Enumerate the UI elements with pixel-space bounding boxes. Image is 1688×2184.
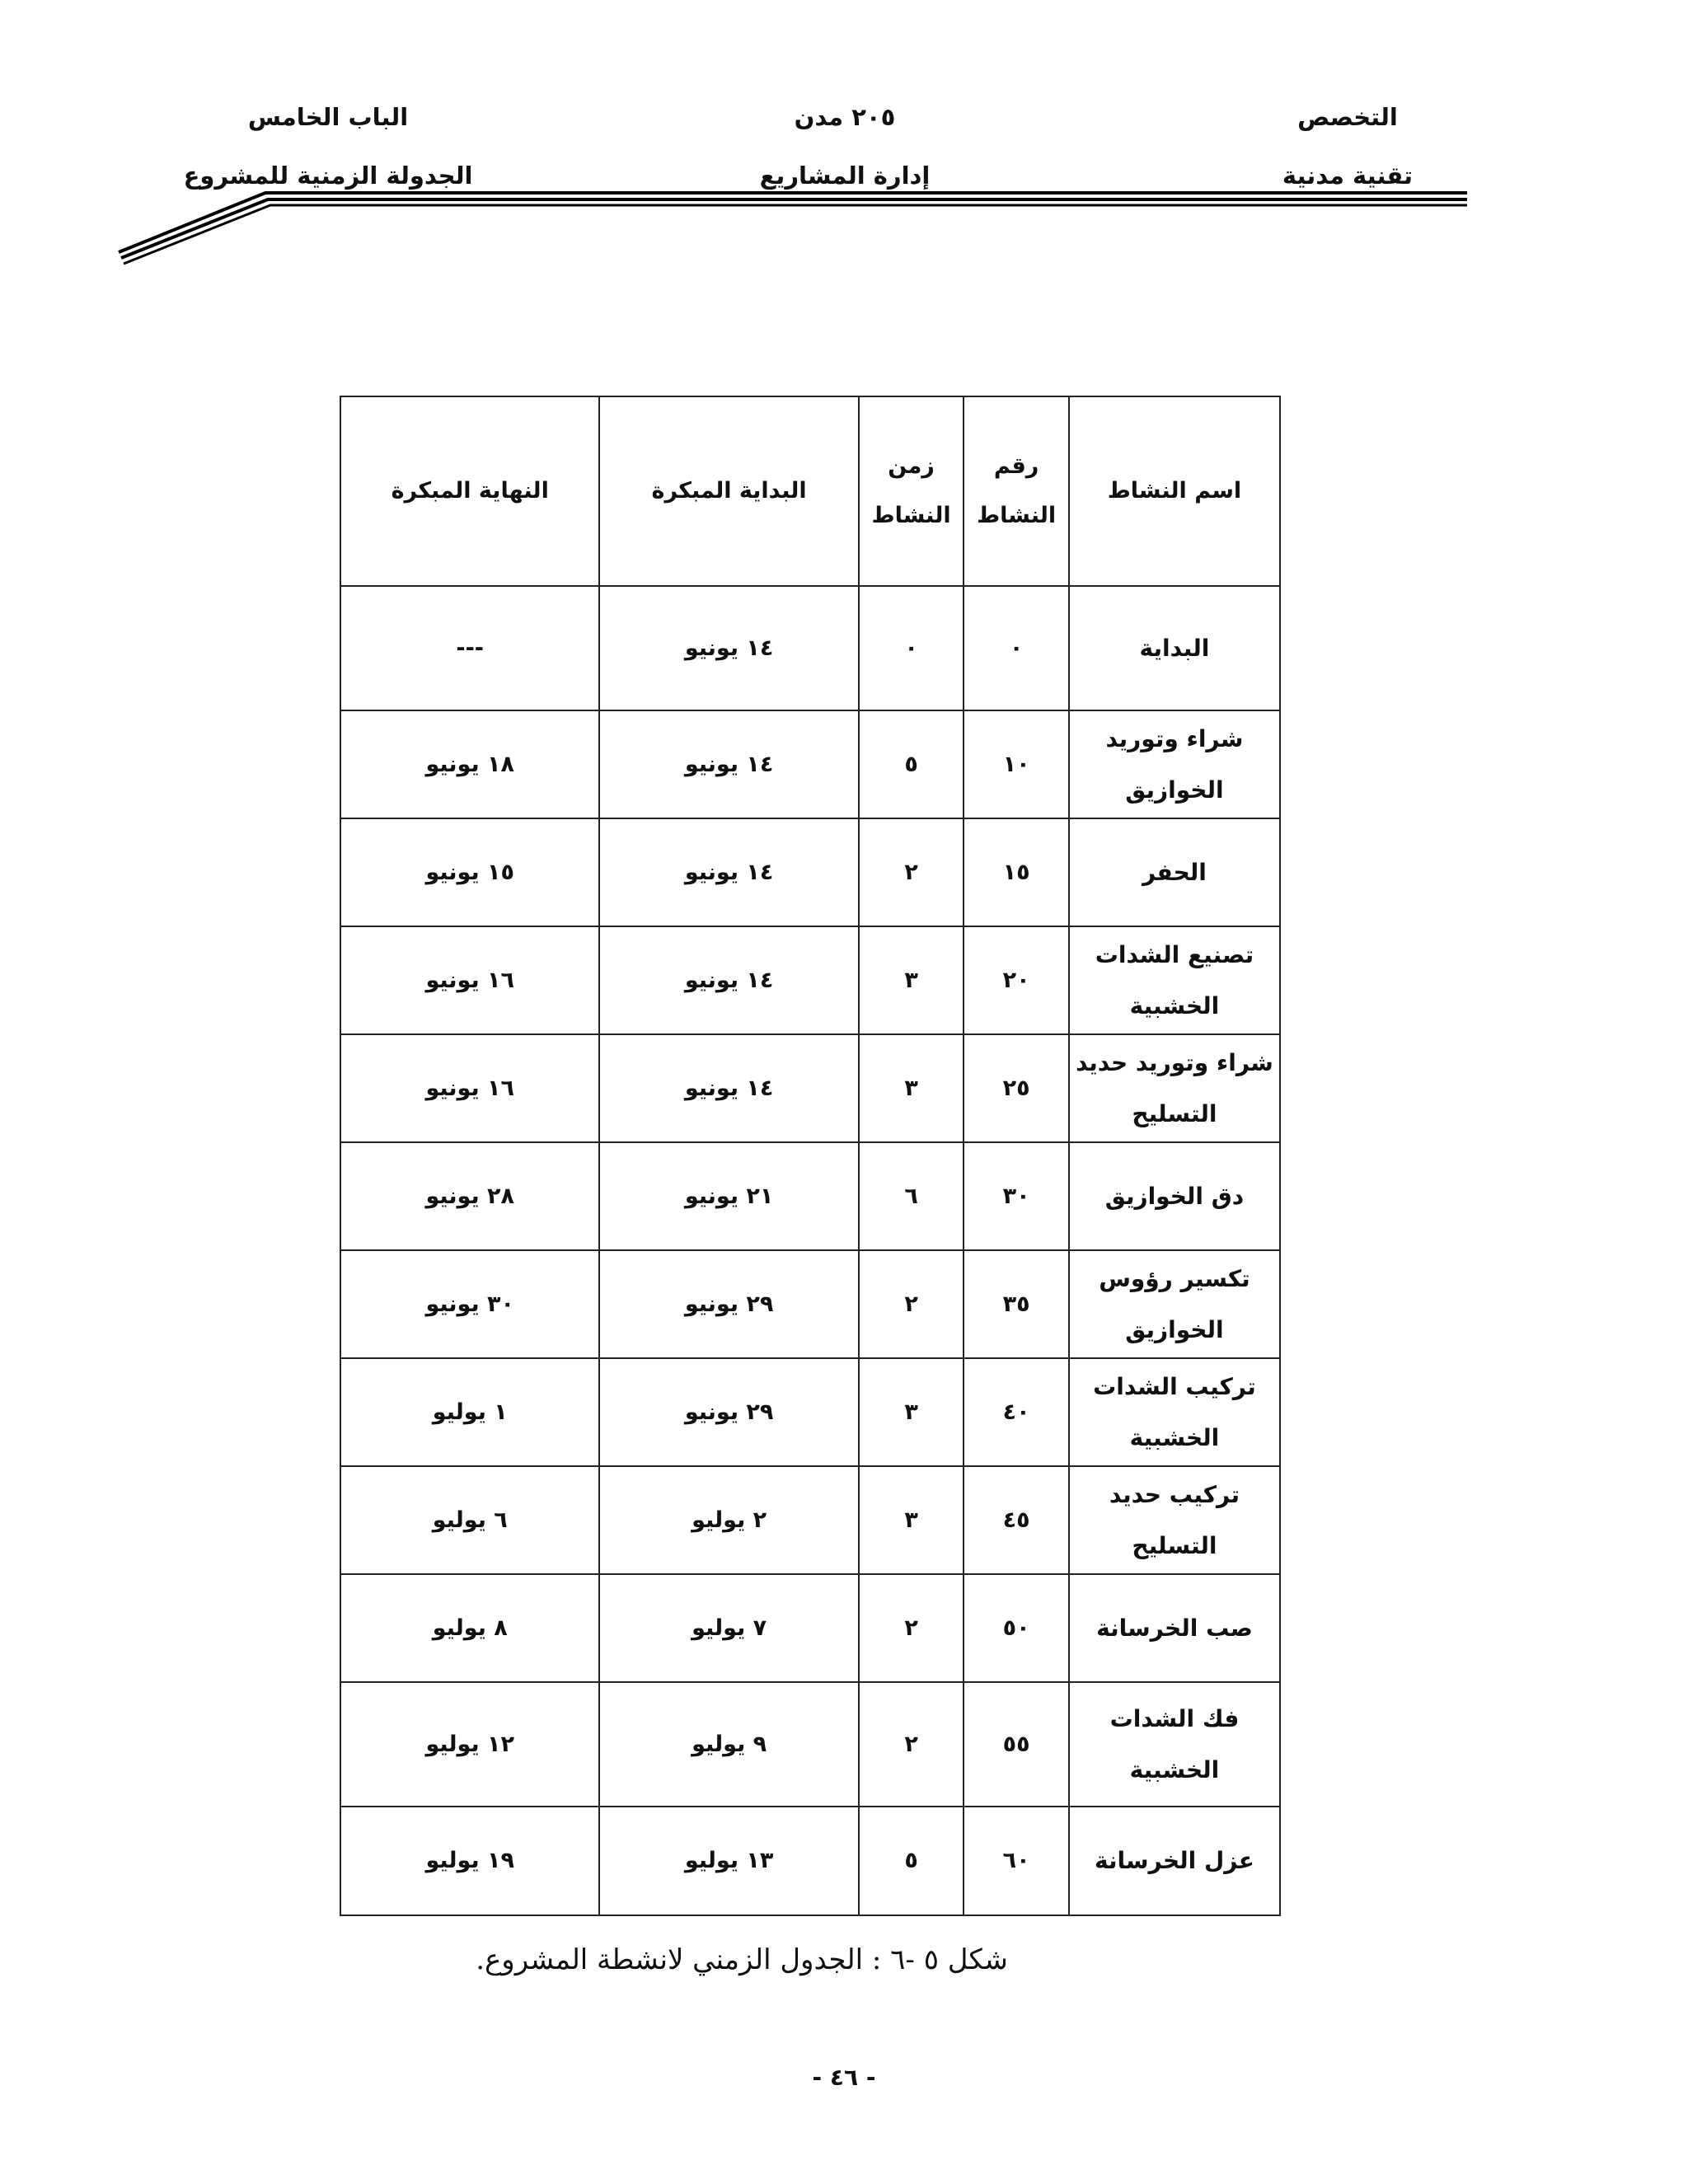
col-header-number: رقم النشاط [964,396,1069,586]
table-row [340,1142,1280,1250]
activity-name: دق الخوازيق [1069,1142,1280,1250]
activity-number: ٤٥ [964,1466,1069,1574]
activity-number: ٦٠ [964,1807,1069,1915]
early-start: ١٤ يونيو [599,586,858,710]
col-header-name: اسم النشاط [1069,396,1280,586]
early-finish: ١٦ يونيو [340,1034,599,1142]
early-start: ١٤ يونيو [599,1034,858,1142]
activity-duration: ٠ [859,586,964,710]
activity-number: ٣٠ [964,1142,1069,1250]
activity-schedule-table [340,396,1281,1916]
header-specialty-value: تقنية مدنية [1282,162,1414,190]
early-start: ٩ يوليو [599,1682,858,1807]
table-row [340,586,1280,710]
table-row [340,1574,1280,1682]
page-number: - ٤٦ - [812,2064,876,2091]
activity-name: البداية [1069,586,1280,710]
col-header-duration: زمن النشاط [859,396,964,586]
header-chapter-number: الباب الخامس [247,103,409,131]
activity-name: تكسير رؤوس الخوازيق [1069,1250,1280,1358]
early-finish: ١٨ يونيو [340,710,599,818]
early-finish: ١٦ يونيو [340,926,599,1034]
activity-duration: ٣ [859,926,964,1034]
header-chapter-title: الجدولة الزمنية للمشروع [183,162,473,190]
activity-duration: ٢ [859,1574,964,1682]
activity-duration: ٦ [859,1142,964,1250]
early-start: ١٤ يونيو [599,818,858,926]
early-start: ٢١ يونيو [599,1142,858,1250]
activity-name: تركيب حديد التسليح [1069,1466,1280,1574]
header-specialty-label: التخصص [1297,103,1398,131]
table-row [340,710,1280,818]
activity-number: ٢٥ [964,1034,1069,1142]
activity-name: صب الخرسانة [1069,1574,1280,1682]
table-row [340,1250,1280,1358]
activity-duration: ٣ [859,1034,964,1142]
activity-number: ٥٠ [964,1574,1069,1682]
table-row [340,818,1280,926]
early-start: ١٤ يونيو [599,710,858,818]
table-row [340,1807,1280,1915]
early-finish: ١٢ يوليو [340,1682,599,1807]
activity-name: شراء وتوريد الخوازيق [1069,710,1280,818]
table-header-row [340,396,1280,586]
activity-name: تركيب الشدات الخشبية [1069,1358,1280,1466]
early-start: ٢٩ يونيو [599,1358,858,1466]
early-finish: ٨ يوليو [340,1574,599,1682]
early-start: ١٣ يوليو [599,1807,858,1915]
early-finish: ٦ يوليو [340,1466,599,1574]
early-start: ٢٩ يونيو [599,1250,858,1358]
header-course-title: إدارة المشاريع [759,162,931,190]
early-start: ١٤ يونيو [599,926,858,1034]
activity-number: ٠ [964,586,1069,710]
activity-duration: ٥ [859,1807,964,1915]
early-start: ٢ يوليو [599,1466,858,1574]
activity-duration: ٢ [859,818,964,926]
early-finish: ٢٨ يونيو [340,1142,599,1250]
early-finish: ٣٠ يونيو [340,1250,599,1358]
table-row [340,1466,1280,1574]
activity-name: فك الشدات الخشبية [1069,1682,1280,1807]
activity-name: تصنيع الشدات الخشبية [1069,926,1280,1034]
activity-number: ٣٥ [964,1250,1069,1358]
activity-duration: ٢ [859,1250,964,1358]
early-finish: ١٥ يونيو [340,818,599,926]
early-finish: ١٩ يوليو [340,1807,599,1915]
activity-duration: ٣ [859,1358,964,1466]
col-header-early-start: البداية المبكرة [599,396,858,586]
activity-number: ٥٥ [964,1682,1069,1807]
header-course-code: ٢٠٥ مدن [794,103,896,131]
activity-number: ١٠ [964,710,1069,818]
activity-number: ١٥ [964,818,1069,926]
table-row [340,1358,1280,1466]
activity-number: ٢٠ [964,926,1069,1034]
activity-number: ٤٠ [964,1358,1069,1466]
activity-name: شراء وتوريد حديد التسليح [1069,1034,1280,1142]
early-finish: ١ يوليو [340,1358,599,1466]
activity-name: الحفر [1069,818,1280,926]
table-row [340,1034,1280,1142]
activity-duration: ٣ [859,1466,964,1574]
early-finish: --- [340,586,599,710]
col-header-early-finish: النهاية المبكرة [340,396,599,586]
activity-name: عزل الخرسانة [1069,1807,1280,1915]
activity-duration: ٢ [859,1682,964,1807]
header-rule [0,0,1688,280]
activity-duration: ٥ [859,710,964,818]
figure-caption: شكل ٥ -٦ : الجدول الزمني لانشطة المشروع. [476,1943,1008,1976]
table-row [340,1682,1280,1807]
early-start: ٧ يوليو [599,1574,858,1682]
table-row [340,926,1280,1034]
